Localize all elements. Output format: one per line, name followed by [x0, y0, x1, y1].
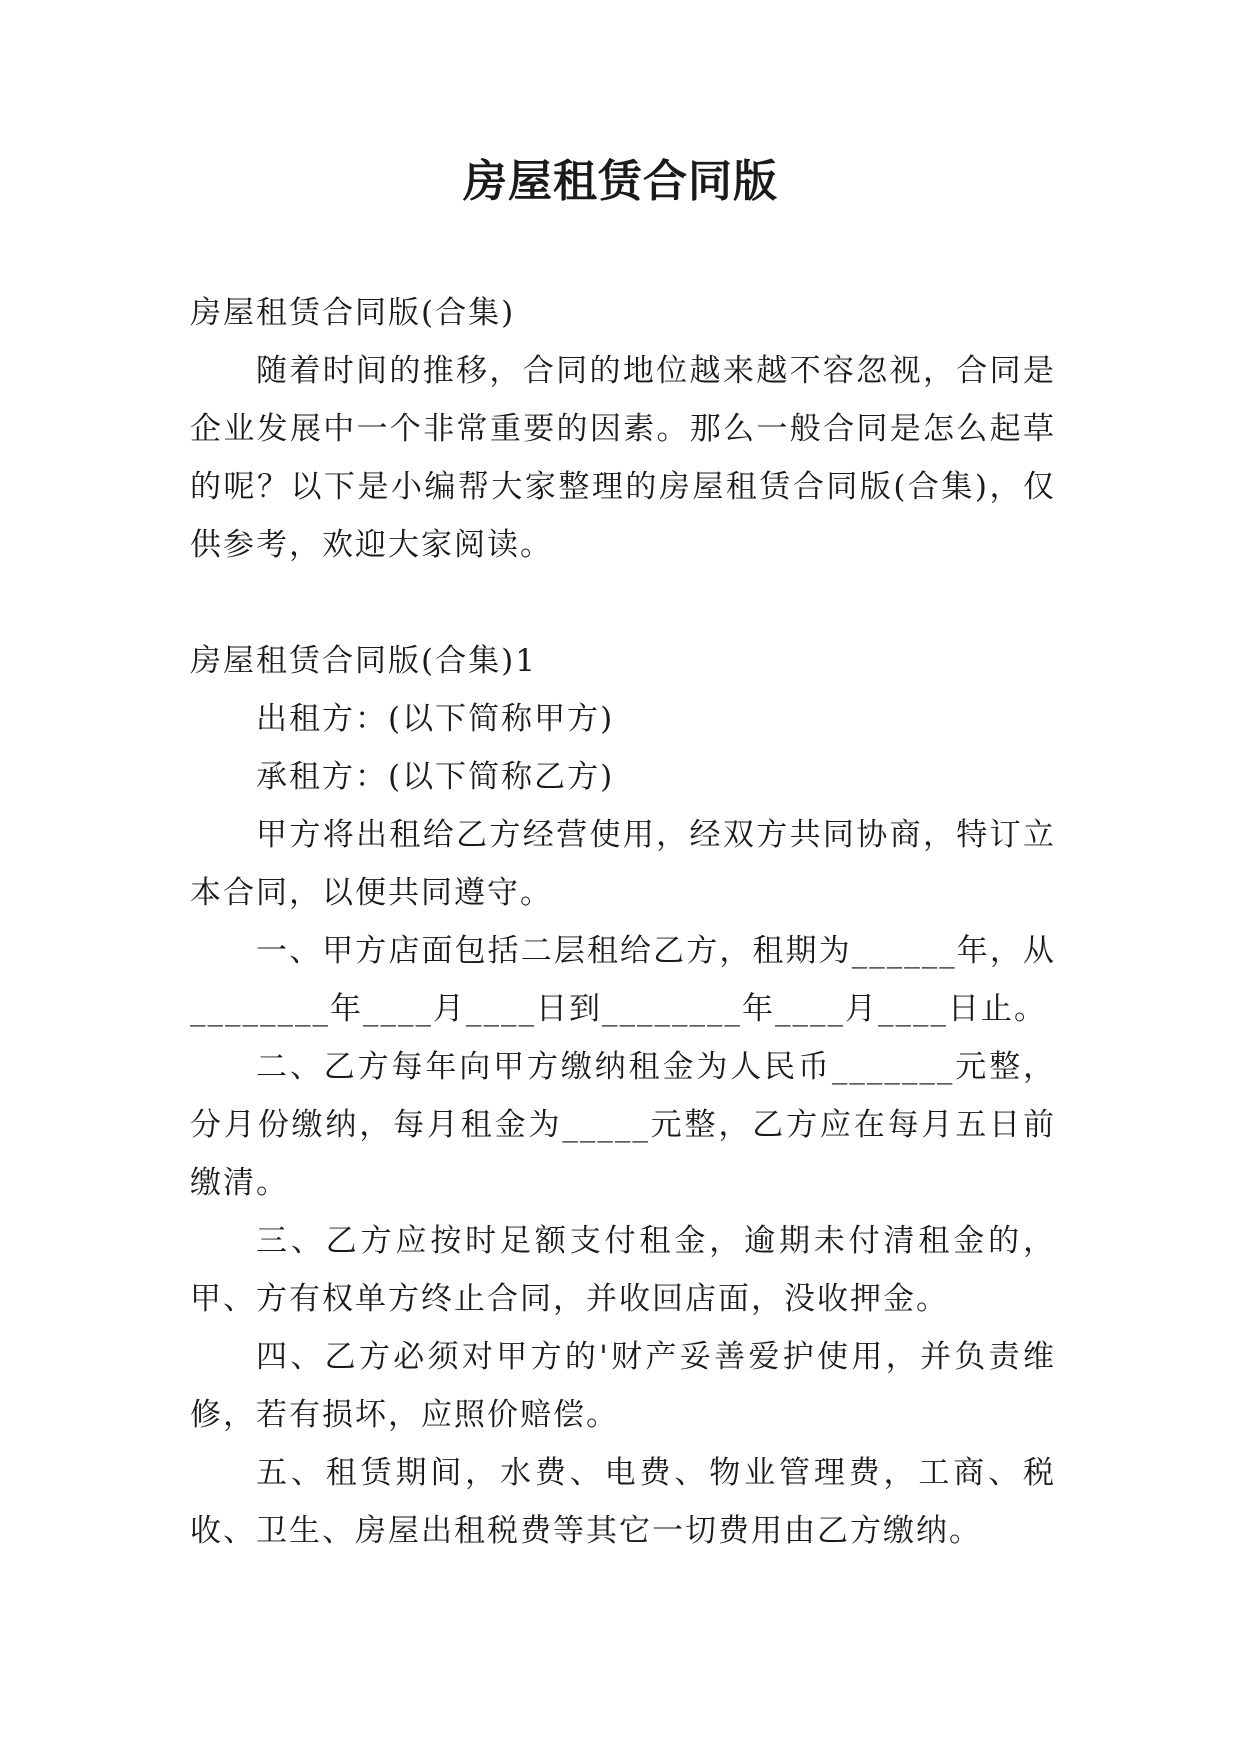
clause-3: 三、乙方应按时足额支付租金，逾期未付清租金的，甲、方有权单方终止合同，并收回店面，没收押金。 — [190, 1223, 1056, 1317]
clause-4: 四、乙方必须对甲方的'财产妥善爱护使用，并负责维修，若有损坏，应照价赔偿。 — [190, 1339, 1056, 1433]
intro-paragraph: 随着时间的推移，合同的地位越来越不容忽视，合同是企业发展中一个非常重要的因素。那么一般合同是怎么起草的呢？以下是小编帮大家整理的房屋租赁合同版(合集)，仅供参考，欢迎大家阅读。 — [190, 353, 1056, 563]
lessee-line: 承租方：(以下简称乙方) — [256, 759, 615, 795]
lessor-line: 出租方：(以下简称甲方) — [256, 701, 615, 737]
intro-heading: 房屋租赁合同版(合集) — [190, 295, 516, 331]
clause-1: 一、甲方店面包括二层租给乙方，租期为______年，从________年____月____日到________年____月____日止。 — [190, 933, 1056, 1027]
paragraph-gap — [190, 574, 1056, 632]
clause-2: 二、乙方每年向甲方缴纳租金为人民币_______元整，分月份缴纳，每月租金为_____元整，乙方应在每月五日前缴清。 — [190, 1049, 1056, 1201]
preamble-paragraph: 甲方将出租给乙方经营使用，经双方共同协商，特订立本合同，以便共同遵守。 — [190, 817, 1056, 911]
document-title: 房屋租赁合同版 — [463, 156, 778, 207]
document-body — [190, 284, 1056, 1560]
clause-5: 五、租赁期间，水费、电费、物业管理费，工商、税收、卫生、房屋出租税费等其它一切费用由乙方缴纳。 — [190, 1455, 1056, 1549]
section1-heading: 房屋租赁合同版(合集)1 — [190, 643, 537, 679]
